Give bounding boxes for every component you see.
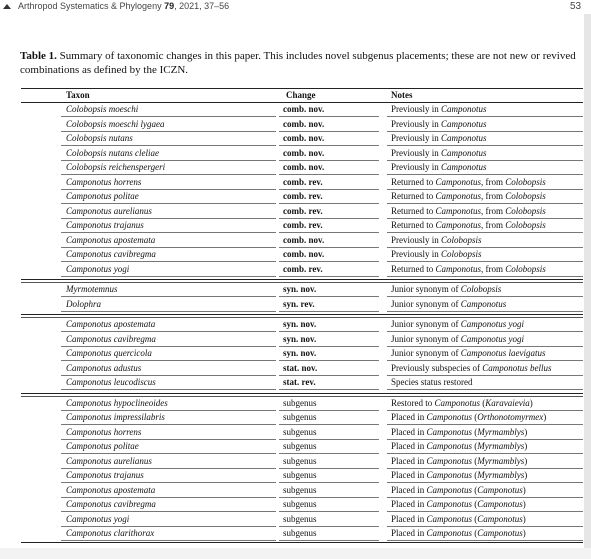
notes-cell	[391, 317, 524, 332]
taxon-cell: Camponotus aurelianus	[66, 205, 152, 216]
notes-segment: Previously in	[391, 118, 442, 129]
journal-citation	[18, 1, 229, 11]
notes-segment: Placed in	[391, 528, 427, 538]
taxon-cell: Camponotus yogi	[66, 263, 130, 274]
notes-segment: (	[480, 397, 486, 408]
notes-segment: Species status restored	[391, 377, 473, 387]
notes-segment: Camponotus	[435, 263, 482, 274]
notes-cell	[391, 375, 472, 390]
notes-segment: (	[472, 441, 478, 451]
notes-segment: Camponotus	[426, 426, 473, 437]
notes-segment: Camponotus	[435, 205, 482, 216]
change-cell: subgenus	[283, 513, 317, 524]
change-cell: comb. nov.	[283, 118, 325, 129]
change-cell: stat. rev.	[283, 377, 316, 387]
taxon-cell: Camponotus clarithorax	[66, 528, 155, 538]
journal-year-pages: , 2021, 37–56	[174, 1, 230, 11]
change-cell: comb. nov.	[283, 147, 325, 158]
notes-segment: Camponotus	[435, 176, 482, 187]
collapse-chevron-icon[interactable]	[3, 4, 11, 9]
notes-segment: Placed in	[391, 455, 427, 466]
notes-segment: )	[543, 412, 547, 422]
notes-cell	[391, 175, 546, 190]
table-row	[21, 218, 583, 233]
column-header-taxon: Taxon	[66, 90, 90, 100]
notes-segment: (	[472, 513, 478, 524]
notes-segment: Camponotus bellus	[482, 362, 552, 373]
table-row	[21, 204, 583, 219]
journal-name: Arthropod Systematics & Phylogeny	[18, 1, 162, 11]
taxon-cell: Camponotus adustus	[66, 362, 142, 373]
notes-segment: Previously in	[391, 147, 442, 158]
change-cell: syn. nov.	[283, 333, 317, 344]
notes-segment: Camponotus	[477, 499, 523, 509]
taxon-cell: Camponotus apostemata	[66, 319, 156, 329]
table-row	[21, 526, 583, 541]
notes-segment: (	[472, 528, 478, 538]
page-bottom-strip	[0, 548, 591, 559]
change-cell: comb. nov.	[283, 234, 325, 245]
notes-segment: Camponotus	[435, 191, 482, 201]
taxon-cell: Colobopsis reichenspergeri	[66, 162, 166, 172]
notes-segment: Camponotus	[426, 513, 473, 524]
notes-segment: (	[472, 426, 478, 437]
notes-segment: Camponotus	[441, 104, 487, 114]
notes-cell	[391, 247, 482, 262]
notes-cell	[391, 361, 552, 376]
cell-underline	[61, 311, 276, 312]
taxon-cell: Camponotus apostemata	[66, 484, 156, 495]
notes-segment: Karavaievia	[485, 397, 530, 408]
notes-segment: Camponotus	[434, 397, 481, 408]
table-row	[21, 131, 583, 146]
notes-cell	[391, 131, 487, 146]
notes-segment: , from	[481, 220, 506, 230]
table-row	[21, 361, 583, 376]
notes-segment: Returned to	[391, 220, 436, 230]
notes-segment: Orthonotomyrmex	[477, 412, 544, 422]
change-cell: syn. nov.	[283, 319, 317, 329]
table-row	[21, 410, 583, 425]
notes-segment: Camponotus	[426, 412, 473, 422]
table-row	[21, 346, 583, 361]
notes-segment: Previously in	[391, 162, 442, 172]
notes-segment: )	[522, 499, 526, 509]
table-row	[21, 160, 583, 175]
caption-text-line2: combinations as defined by the ICZN.	[20, 64, 189, 76]
notes-segment: Placed in	[391, 426, 427, 437]
change-cell: comb. nov.	[283, 249, 325, 259]
table-row	[21, 102, 583, 117]
notes-cell	[391, 497, 526, 512]
group-separator-rule	[21, 393, 583, 394]
table-row	[21, 497, 583, 512]
group-separator-rule	[21, 279, 583, 280]
notes-segment: Camponotus	[441, 118, 487, 129]
change-cell: stat. nov.	[283, 362, 318, 373]
taxon-cell: Camponotus politae	[66, 191, 139, 201]
table-row	[21, 146, 583, 161]
change-cell: syn. nov.	[283, 348, 317, 358]
table-row	[21, 175, 583, 190]
notes-segment: Previously in	[391, 249, 442, 259]
change-cell: comb. nov.	[283, 133, 325, 143]
notes-segment: Camponotus	[441, 162, 487, 172]
table-row	[21, 454, 583, 469]
notes-segment: Camponotus	[426, 470, 473, 480]
change-cell: syn. nov.	[283, 284, 317, 294]
notes-segment: Placed in	[391, 513, 427, 524]
notes-segment: , from	[481, 263, 506, 274]
notes-segment: Camponotus yogi	[460, 319, 525, 329]
notes-segment: Placed in	[391, 484, 427, 495]
table-row	[21, 332, 583, 347]
notes-cell	[391, 512, 526, 527]
table-row	[21, 282, 583, 297]
notes-segment: Junior synonym of	[391, 348, 461, 358]
table-row	[21, 262, 583, 277]
table-header-row	[21, 89, 583, 102]
notes-cell	[391, 396, 533, 411]
notes-segment: Placed in	[391, 412, 427, 422]
taxon-cell: Camponotus impressilabris	[66, 412, 165, 422]
table-label: Table 1.	[20, 50, 57, 62]
notes-cell	[391, 346, 546, 361]
taxon-cell: Camponotus trajanus	[66, 220, 144, 230]
taxon-cell: Myrmotemnus	[66, 284, 118, 294]
cell-underline	[61, 389, 276, 390]
table-row	[21, 396, 583, 411]
notes-segment: Returned to	[391, 263, 436, 274]
taxon-cell: Colobopsis nutans cleliae	[66, 147, 159, 158]
taxon-cell: Camponotus cavibregma	[66, 499, 156, 509]
notes-segment: , from	[481, 205, 506, 216]
notes-segment: Camponotus	[426, 441, 473, 451]
table-row	[21, 117, 583, 132]
notes-segment: )	[524, 426, 528, 437]
notes-cell	[391, 233, 482, 248]
notes-segment: )	[524, 441, 528, 451]
notes-segment: Placed in	[391, 499, 427, 509]
change-cell: subgenus	[283, 470, 317, 480]
notes-cell	[391, 218, 546, 233]
notes-segment: Junior synonym of	[391, 298, 461, 309]
notes-segment: Colobopsis	[505, 263, 546, 274]
table-caption	[20, 49, 580, 77]
notes-segment: Camponotus yogi	[460, 333, 525, 344]
table-row	[21, 439, 583, 454]
page-header	[0, 0, 591, 14]
table-bottom-rule	[21, 542, 583, 543]
notes-segment: Colobopsis	[460, 284, 502, 294]
table-row	[21, 468, 583, 483]
notes-segment: Camponotus	[426, 499, 473, 509]
notes-cell	[391, 262, 546, 277]
notes-segment: Junior synonym of	[391, 333, 461, 344]
notes-segment: (	[472, 455, 478, 466]
notes-segment: )	[522, 513, 526, 524]
notes-segment: Camponotus	[426, 455, 473, 466]
notes-segment: Previously subspecies of	[391, 362, 483, 373]
notes-cell	[391, 425, 527, 440]
notes-segment: Myrmamblys	[477, 470, 525, 480]
notes-cell	[391, 483, 526, 498]
cell-underline	[61, 276, 276, 277]
notes-segment: Returned to	[391, 191, 436, 201]
notes-segment: Previously in	[391, 133, 442, 143]
table-row	[21, 317, 583, 332]
notes-cell	[391, 526, 526, 541]
page-number: 53	[570, 1, 582, 12]
taxon-cell: Camponotus cavibregma	[66, 333, 156, 344]
table-row	[21, 189, 583, 204]
notes-cell	[391, 204, 546, 219]
notes-segment: Colobopsis	[505, 205, 546, 216]
taxon-cell: Camponotus leucodiscus	[66, 377, 156, 387]
notes-segment: )	[524, 455, 528, 466]
taxon-cell: Camponotus yogi	[66, 513, 130, 524]
cell-underline	[279, 276, 379, 277]
notes-segment: Returned to	[391, 176, 436, 187]
notes-segment: Camponotus	[460, 298, 507, 309]
notes-segment: (	[472, 470, 478, 480]
group-separator-rule	[21, 314, 583, 315]
notes-segment: Previously in	[391, 234, 442, 245]
column-header-notes: Notes	[391, 90, 413, 100]
notes-segment: Camponotus	[441, 133, 487, 143]
taxon-cell: Camponotus aurelianus	[66, 455, 152, 466]
notes-segment: )	[522, 528, 526, 538]
notes-segment: Camponotus	[426, 484, 473, 495]
change-cell: subgenus	[283, 484, 317, 495]
notes-segment: Myrmamblys	[477, 426, 525, 437]
change-cell: subgenus	[283, 397, 317, 408]
vertical-scrollbar[interactable]	[584, 14, 591, 559]
notes-segment: (	[472, 412, 478, 422]
change-cell: syn. rev.	[283, 298, 315, 309]
taxon-cell: Camponotus apostemata	[66, 234, 156, 245]
notes-segment: )	[522, 484, 526, 495]
taxon-cell: Colobopsis moeschi lygaea	[66, 118, 165, 129]
change-cell: comb. rev.	[283, 220, 323, 230]
notes-segment: Colobopsis	[505, 191, 546, 201]
column-header-change: Change	[286, 90, 316, 100]
notes-cell	[391, 332, 524, 347]
journal-volume: 79	[164, 1, 175, 11]
change-cell: subgenus	[283, 528, 317, 538]
change-cell: comb. rev.	[283, 176, 323, 187]
table-row	[21, 297, 583, 312]
table-row	[21, 375, 583, 390]
notes-segment: , from	[481, 191, 506, 201]
taxon-cell: Colobopsis moeschi	[66, 104, 139, 114]
cell-underline	[387, 389, 583, 390]
change-cell: comb. nov.	[283, 104, 325, 114]
taxon-cell: Colobopsis nutans	[66, 133, 133, 143]
table-row	[21, 512, 583, 527]
table-row	[21, 483, 583, 498]
notes-segment: Myrmamblys	[477, 455, 525, 466]
notes-cell	[391, 102, 487, 117]
notes-segment: Junior synonym of	[391, 284, 461, 294]
notes-segment: Colobopsis	[441, 249, 482, 259]
notes-segment: )	[529, 397, 533, 408]
change-cell: subgenus	[283, 412, 317, 422]
notes-segment: Returned to	[391, 205, 436, 216]
change-cell: subgenus	[283, 499, 317, 509]
taxon-cell: Camponotus hypoclineoides	[66, 397, 168, 408]
notes-segment: Camponotus	[477, 528, 523, 538]
notes-segment: Camponotus	[441, 147, 487, 158]
notes-segment: Camponotus laevigatus	[460, 348, 546, 358]
notes-cell	[391, 454, 527, 469]
change-cell: comb. rev.	[283, 205, 323, 216]
change-cell: comb. rev.	[283, 263, 323, 274]
table-row	[21, 247, 583, 262]
taxon-cell: Camponotus horrens	[66, 176, 142, 187]
notes-segment: Colobopsis	[441, 234, 482, 245]
notes-segment: Colobopsis	[505, 220, 546, 230]
table-row	[21, 425, 583, 440]
notes-segment: Previously in	[391, 104, 442, 114]
notes-cell	[391, 160, 487, 175]
cell-underline	[387, 311, 583, 312]
notes-cell	[391, 282, 501, 297]
taxon-cell: Camponotus horrens	[66, 426, 142, 437]
notes-segment: Restored to	[391, 397, 435, 408]
notes-segment: Camponotus	[477, 484, 523, 495]
notes-segment: Placed in	[391, 470, 427, 480]
caption-text-line1: Summary of taxonomic changes in this paper. This includes novel subgenus placements; these are not new or revived	[59, 50, 576, 62]
change-cell: comb. rev.	[283, 191, 323, 201]
notes-segment: Camponotus	[477, 513, 523, 524]
notes-segment: Placed in	[391, 441, 427, 451]
notes-segment: Camponotus	[435, 220, 482, 230]
cell-underline	[279, 311, 379, 312]
change-cell: subgenus	[283, 426, 317, 437]
notes-segment: Myrmamblys	[477, 441, 525, 451]
notes-cell	[391, 297, 506, 312]
notes-segment: )	[524, 470, 528, 480]
notes-cell	[391, 468, 527, 483]
notes-segment: (	[472, 499, 478, 509]
notes-cell	[391, 439, 527, 454]
taxon-cell: Dolophra	[66, 298, 102, 309]
notes-cell	[391, 189, 546, 204]
taxon-cell: Camponotus quercicola	[66, 348, 152, 358]
notes-cell	[391, 410, 546, 425]
change-cell: subgenus	[283, 441, 317, 451]
notes-cell	[391, 146, 487, 161]
notes-segment: (	[472, 484, 478, 495]
notes-segment: , from	[481, 176, 506, 187]
notes-segment: Camponotus	[426, 528, 473, 538]
change-cell: subgenus	[283, 455, 317, 466]
notes-segment: Colobopsis	[505, 176, 546, 187]
table-row	[21, 233, 583, 248]
cell-underline	[387, 276, 583, 277]
notes-cell	[391, 117, 487, 132]
change-cell: comb. nov.	[283, 162, 325, 172]
notes-segment: Junior synonym of	[391, 319, 461, 329]
taxon-cell: Camponotus cavibregma	[66, 249, 156, 259]
cell-underline	[279, 389, 379, 390]
taxon-cell: Camponotus trajanus	[66, 470, 144, 480]
taxon-cell: Camponotus politae	[66, 441, 139, 451]
